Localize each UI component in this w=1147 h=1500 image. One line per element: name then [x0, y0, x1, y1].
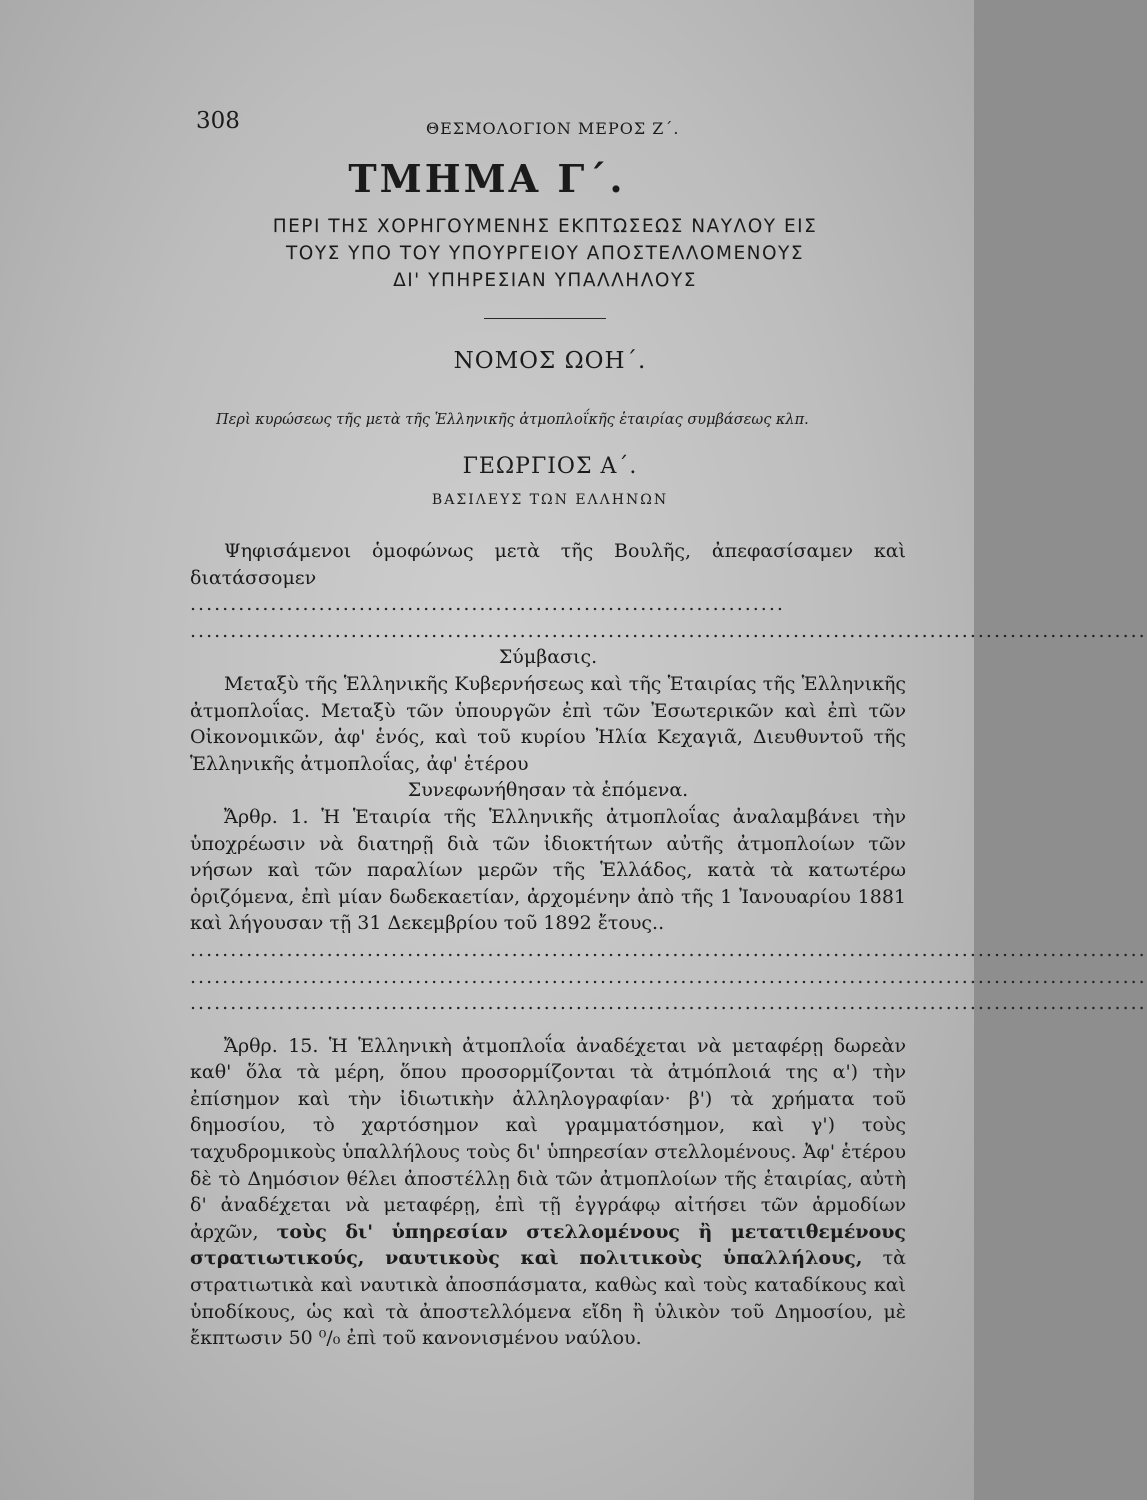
- article-15: [190, 1033, 906, 1352]
- law-subject: Περὶ κυρώσεως τῆς μετὰ τῆς Ἑλληνικῆς ἀτμοπλοΐκῆς ἑταιρίας συμβάσεως κλπ.: [216, 412, 809, 428]
- article-15-part2: τὰ στρατιωτικὰ καὶ ναυτικὰ ἀποσπάσματα, καθὼς καὶ τοὺς καταδίκους καὶ ὑποδίκους, ὡς καὶ τὰ ἀποστελλόμενα εἴδη ἢ ὑλικὸν τοῦ Δημοσίου, μὲ ἔκπτωσιν 50 ⁰/₀ ἐπὶ τοῦ κανονισμένου ναύλου.: [190, 1247, 906, 1350]
- law-title: ΝΟΜΟΣ ΩΟΗ΄.: [453, 348, 647, 374]
- king-title: ΒΑΣΙΛΕΥΣ ΤΩΝ ΕΛΛΗΝΩΝ: [431, 492, 669, 508]
- section-subject-line: ΤΟΥΣ ΥΠΟ ΤΟΥ ΥΠΟΥΡΓΕΙΟΥ ΑΠΟΣΤΕΛΛΟΜΕΝΟΥΣ: [285, 243, 805, 264]
- preamble: [190, 538, 906, 618]
- section-subject-line: ΔΙ' ΥΠΗΡΕΣΙΑΝ ΥΠΑΛΛΗΛΟΥΣ: [393, 270, 697, 291]
- dot-leader: ..........................................................................: [190, 593, 785, 616]
- convention-heading: Σύμβασις.: [498, 646, 598, 669]
- page-header: [196, 108, 716, 148]
- page-number: 308: [196, 108, 240, 134]
- section-title: ΤΜΗΜΑ Γ΄.: [348, 156, 626, 201]
- running-head: ΘΕΣΜΟΛΟΓΙΟΝ ΜΕΡΟΣ Ζ΄.: [426, 119, 680, 138]
- ellipsis-line: .......................................................................................................................: [190, 938, 1147, 961]
- article-15-part1: Ἄρθρ. 15. Ἡ Ἑλληνικὴ ἀτμοπλοΐα ἀναδέχεται νὰ μεταφέρῃ δωρεὰν καθ' ὅλα τὰ μέρη, ὅπου προσορμίζονται τὰ ἀτμόπλοιά της α') τὴν ἐπίσημον καὶ τὴν ἰδιωτικὴν ἀλληλογραφίαν· β') τὰ χρήματα τοῦ δημοσίου, τὸ χαρτόσημον καὶ γραμματόσημον, καὶ γ') τοὺς ταχυδρομικοὺς ὑπαλλήλους τοὺς δι' ὑπηρεσίαν στελλομένους. Ἀφ' ἑτέρου δὲ τὸ Δημόσιον θέλει ἀποστέλλῃ διὰ τῶν ἀτμοπλοίων τῆς ἑταιρίας, αὐτὴ δ' ἀναδέχεται νὰ μεταφέρῃ, ἐπὶ τῇ ἐγγράφῳ αἰτήσει τῶν ἁρμοδίων ἀρχῶν,: [190, 1034, 906, 1243]
- preamble-text: Ψηφισάμενοι ὁμοφώνως μετὰ τῆς Βουλῆς, ἀπεφασίσαμεν καὶ διατάσσομεν: [190, 540, 906, 589]
- king-name: ΓΕΩΡΓΙΟΣ Α΄.: [462, 454, 638, 479]
- ellipsis-line: .......................................................................................................................: [190, 965, 1147, 988]
- article-15-bold: τοὺς δι' ὑπηρεσίαν στελλομένους ἢ μετατιθεμένους στρατιωτικούς, ναυτικοὺς καὶ πολιτικοὺς ὑπαλλήλους,: [190, 1220, 906, 1270]
- agreed-heading: Συνεφωνήθησαν τὰ ἑπόμενα.: [407, 779, 689, 802]
- parties-paragraph: Μεταξὺ τῆς Ἑλληνικῆς Κυβερνήσεως καὶ τῆς Ἑταιρίας τῆς Ἑλληνικῆς ἀτμοπλοΐας. Μεταξὺ τῶν ὑπουργῶν ἐπὶ τῶν Ἐσωτερικῶν καὶ ἐπὶ τῶν Οἰκονομικῶν, ἀφ' ἑνός, καὶ τοῦ κυρίου Ἠλία Κεχαγιᾶ, Διευθυντοῦ τῆς Ἑλληνικῆς ἀτμοπλοΐας, ἀφ' ἑτέρου: [190, 672, 906, 775]
- section-subject-line: ΠΕΡΙ ΤΗΣ ΧΟΡΗΓΟΥΜΕΝΗΣ ΕΚΠΤΩΣΕΩΣ ΝΑΥΛΟΥ ΕΙΣ: [272, 216, 818, 237]
- body-text: [190, 538, 1147, 1352]
- ellipsis-line: .......................................................................................................................: [190, 619, 1147, 642]
- divider-rule: [484, 318, 606, 319]
- section-subject: [190, 213, 900, 294]
- article-1: Ἄρθρ. 1. Ἡ Ἑταιρία τῆς Ἑλληνικῆς ἀτμοπλοΐας ἀναλαμβάνει τὴν ὑποχρέωσιν νὰ διατηρῇ διὰ τῶν ἰδιοκτήτων αὐτῆς ἀτμοπλοίων τῶν νήσων καὶ τῶν παραλίων μερῶν τῆς Ἑλλάδος, κατὰ τὰ κατωτέρω ὁριζόμενα, ἐπὶ μίαν δωδεκαετίαν, ἀρχομένην ἀπὸ τῆς 1 Ἰανουαρίου 1881 καὶ λήγουσαν τῇ 31 Δεκεμβρίου τοῦ 1892 ἔτους..: [190, 805, 906, 935]
- ellipsis-line: .......................................................................................................................: [190, 992, 1147, 1015]
